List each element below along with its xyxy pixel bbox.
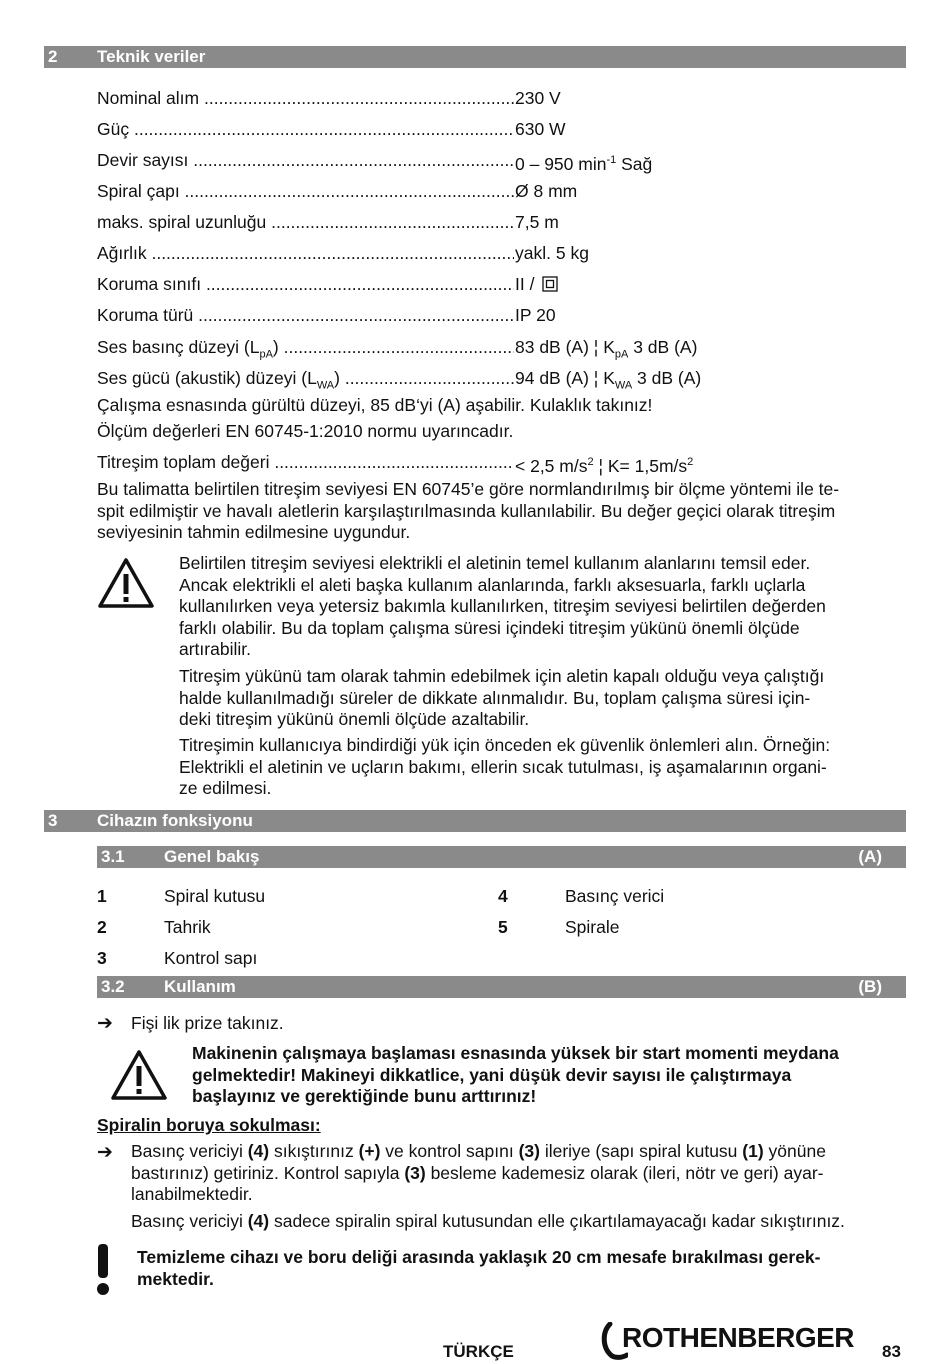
spec-label: Ses gücü (akustik) düzeyi $(L_{WA})$ .....	[97, 366, 514, 398]
vibration-warning-text-3: Titreşimin kullanıcıya bindirdiği yük için önceden ek güvenlik önlemleri alın. Örneğin: Elektrikli el aletinin ve uçların bakımı, ellerin sıcak tutulması, iş aşamalarının organi- ze edilmesi.	[179, 735, 831, 798]
overview-label: Spirale	[565, 917, 620, 937]
spec-row	[97, 335, 877, 359]
spec-label: Koruma türü .....	[97, 303, 514, 327]
overview-label: Basınç verici	[565, 886, 665, 906]
distance-note: Temizleme cihazı ve boru deliği arasında yaklaşık 20 cm mesafe bırakılması gerek- mektedir.	[137, 1247, 821, 1289]
standard-note: Ölçüm değerleri EN 60745-1:2010 normu uyarıncadır.	[97, 421, 514, 441]
warning-triangle-icon	[110, 1049, 168, 1101]
spec-row	[97, 303, 877, 327]
subsection-header-usage	[97, 976, 906, 998]
spec-label: Devir sayısı .....	[97, 148, 514, 172]
section-number: 3	[48, 811, 58, 830]
spec-label: Ağırlık .....	[97, 241, 514, 265]
vibration-warning-text-1: Belirtilen titreşim seviyesi elektrikli el aletinin temel kullanım alanlarını temsil eder. Ancak elektrikli el aleti başka kullanım alanlarında, farklı aksesuarla, farklı uçlarla kullanılırken veya yetersiz bakımla kullanılırken, titreşim seviyesi belirtilen değerden farklı olabilir. Bu da toplam çalışma süresi içindeki titreşim yükünü önemli ölçüde artırabilir.	[179, 553, 826, 659]
overview-number: 1	[97, 886, 107, 906]
vibration-paragraph: Bu talimatta belirtilen titreşim seviyesi EN 60745’e göre normlandırılmış bir ölçme yöntemi ile te- spit edilmiştir ve havalı aletlerin karşılaştırılmasında kullanılabilir. Bu değer geçici olarak titreşim seviyesinin tahmin edilmesine uygundur.	[97, 479, 840, 542]
spec-label: Spiral çapı .....	[97, 179, 514, 203]
spec-label: Ses basınç düzeyi $(L_{pA})$ .....	[97, 335, 514, 367]
spec-value: 94 dB (A) ¦ $K_{WA}$ 3 dB (A)	[514, 366, 701, 398]
brand-name: ROTHENBERGER	[622, 1322, 855, 1353]
usage-step: Fişi lik prize takınız.	[131, 1013, 284, 1033]
subsection-number: 3.1	[101, 847, 125, 866]
subsection-title: Genel bakış	[164, 847, 260, 866]
spec-row	[97, 148, 877, 172]
page-number: 83	[882, 1342, 901, 1361]
spec-label: maks. spiral uzunluğu .....	[97, 210, 514, 234]
spec-value: 83 dB (A) ¦ $K_{pA}$ 3 dB (A)	[514, 335, 697, 367]
spec-value: < 2,5 $m/s^2$ ¦ $K= 1,5m/s^2$	[514, 450, 693, 478]
overview-label: Spiral kutusu	[164, 886, 266, 906]
spec-value: yakl. 5 kg	[515, 243, 589, 263]
figure-reference: (A)	[858, 847, 882, 866]
spec-value: Ø 8 mm	[515, 181, 578, 201]
section-header-technical-data	[44, 46, 906, 68]
spec-value: IP 20	[515, 305, 556, 325]
spec-value: 0 – 950 $\min^{-1}$ Sağ	[514, 148, 652, 176]
step-arrow-icon: ➔	[97, 1142, 113, 1163]
spec-row	[97, 179, 877, 203]
spec-row	[97, 366, 877, 390]
step-arrow-icon: ➔	[97, 1013, 113, 1034]
vibration-warning-text-2: Titreşim yükünü tam olarak tahmin edebilmek için aletin kapalı olduğu veya çalıştığı halde kullanılmadığı süreler de dikkate alınmalıdır. Bu, toplam çalışma süresi için- deki titreşim yükünü önemli ölçüde azaltabilir.	[179, 666, 825, 729]
figure-reference: (B)	[858, 977, 882, 996]
section-number: 2	[48, 47, 58, 66]
spec-row	[97, 272, 877, 296]
spec-value: 630 W	[515, 119, 566, 139]
spec-label: Titreşim toplam değeri .....	[97, 450, 514, 474]
overview-number: 5	[498, 917, 508, 937]
start-torque-warning: Makinenin çalışmaya başlaması esnasında yüksek bir start momenti meydana gelmektedir! Makineyi dikkatlice, yani düşük devir sayısı ile çalıştırmaya başlayınız ve gerektiğinde bunu arttırınız!	[192, 1043, 839, 1106]
overview-label: Kontrol sapı	[164, 948, 258, 968]
insert-spiral-heading: Spiralin boruya sokulması:	[97, 1115, 321, 1135]
spec-value: II /	[514, 272, 558, 296]
language-label: TÜRKÇE	[443, 1342, 514, 1361]
subsection-number: 3.2	[101, 977, 125, 996]
section-header-device-function	[44, 810, 906, 832]
section-title: Teknik veriler	[97, 47, 206, 66]
section-title: Cihazın fonksiyonu	[97, 811, 253, 830]
exclamation-icon	[94, 1243, 112, 1297]
spec-value: 230 V	[515, 88, 561, 108]
spec-label: Güç .....	[97, 117, 514, 141]
spec-row	[97, 86, 877, 110]
spec-row	[97, 210, 877, 234]
overview-number: 3	[97, 948, 107, 968]
insert-step-text: Basınç vericiyi (4) sıkıştırınız (+) ve kontrol sapını (3) ileriye (sapı spiral kutusu (1) yönüne bastırınız) getiriniz. Kontrol sapıyla (3) besleme kademesiz olarak (ileri, nötr ve geri) ayar- lanabilmektedir. Basınç vericiyi (4) sadece spiralin spiral kutusundan elle çıkartılamayacağı kadar sıkıştırınız.	[131, 1141, 845, 1231]
noise-note: Çalışma esnasında gürültü düzeyi, 85 dB‘yi (A) aşabilir. Kulaklık takınız!	[97, 395, 653, 415]
spec-row	[97, 117, 877, 141]
spec-label: Koruma sınıfı .....	[97, 272, 514, 296]
spec-value: 7,5 m	[515, 212, 559, 232]
rothenberger-logo	[600, 1322, 855, 1362]
overview-label: Tahrik	[164, 917, 211, 937]
warning-triangle-icon	[97, 557, 155, 609]
overview-number: 4	[498, 886, 508, 906]
vibration-row	[97, 450, 877, 474]
protection-class-icon	[542, 276, 558, 292]
spec-label: Nominal alım .....	[97, 86, 514, 110]
subsection-header-overview	[97, 846, 906, 868]
subsection-title: Kullanım	[164, 977, 236, 996]
overview-number: 2	[97, 917, 107, 937]
spec-row	[97, 241, 877, 265]
